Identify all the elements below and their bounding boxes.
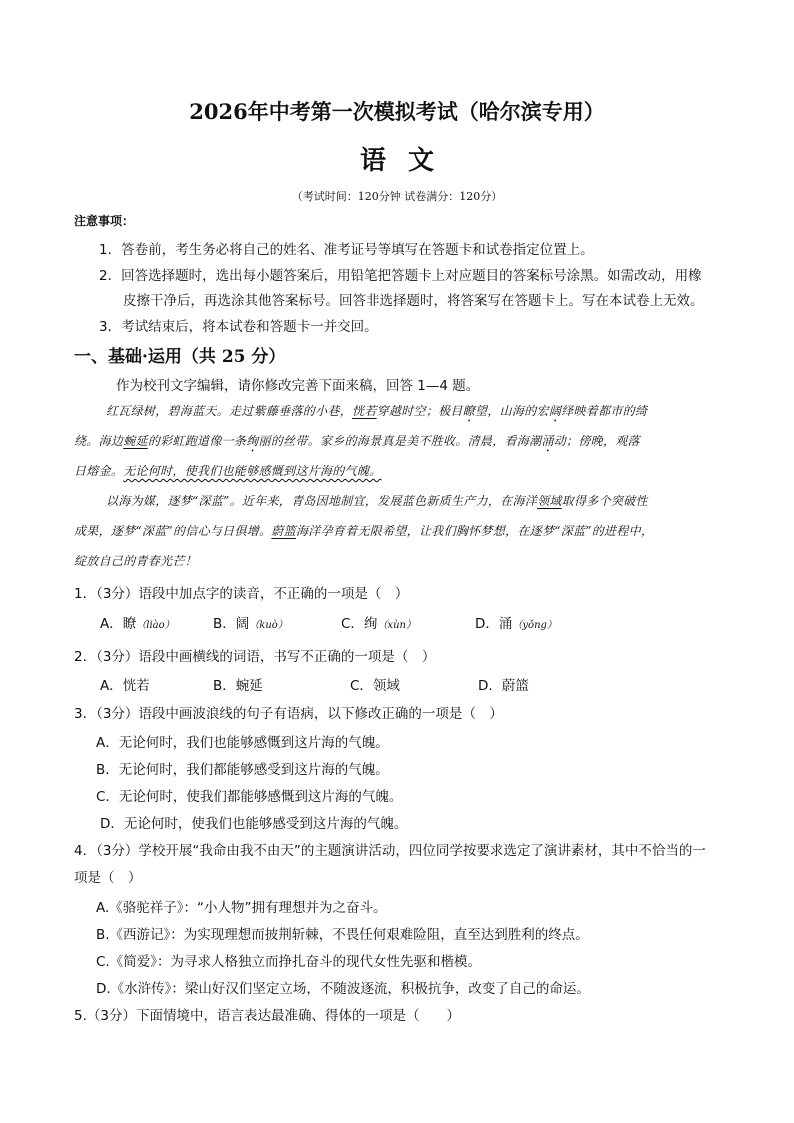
- wavy-sentence: 无论何时，使我们也能够感慨到这片海的气魄。: [123, 464, 382, 478]
- q3-option-a[interactable]: A．无论何时，我们也能够感慨到这片海的气魄。: [96, 735, 389, 751]
- q4-option-a[interactable]: A.《骆驼祥子》：“小人物”拥有理想并为之奋斗。: [96, 900, 387, 916]
- text: 望，山海的宏: [475, 404, 549, 418]
- section-heading: 一、基础·运用（共 25 分）: [74, 347, 286, 367]
- underlined-word: 恍若: [352, 404, 377, 418]
- q3-option-b[interactable]: B．无论何时，我们都能够感受到这片海的气魄。: [96, 762, 389, 778]
- q4-option-d[interactable]: D.《水浒传》：梁山好汉们坚定立场，不随波逐流，积极抗争，改变了自己的命运。: [96, 981, 590, 997]
- question-2-stem: 2．（3分）语段中画横线的词语，书写不正确的一项是（ ）: [74, 649, 436, 665]
- option-label: C．绚: [341, 616, 378, 632]
- passage-line: [74, 522, 653, 539]
- underlined-word: 蔚篮: [271, 524, 296, 538]
- q3-option-d[interactable]: D．无论何时，使我们也能够感受到这片海的气魄。: [100, 816, 408, 832]
- passage-line: [106, 492, 648, 509]
- notice-item-2: 2．回答选择题时，选出每小题答案后，用铅笔把答题卡上对应题目的答案标号涂黑。如需改动，用橡: [99, 268, 702, 284]
- notice-item-3: 3．考试结束后，将本试卷和答题卡一并交回。: [99, 319, 378, 335]
- q1-option-b[interactable]: [213, 612, 288, 632]
- question-5-stem: 5.（3分）下面情境中，语言表达最准确、得体的一项是（ ）: [74, 1008, 460, 1024]
- dotted-char: 涌: [541, 434, 554, 448]
- text: 动；傍晚，观落: [553, 434, 640, 448]
- notice-item-1: 1．答卷前，考生务必将自己的姓名、准考证号等填写在答题卡和试卷指定位置上。: [99, 242, 594, 258]
- question-4-stem-cont: 项是（ ）: [74, 870, 142, 886]
- passage-line: [74, 462, 382, 479]
- text: 取得多个突破性: [561, 494, 648, 508]
- q2-option-c[interactable]: C．领域: [350, 678, 400, 694]
- q3-option-c[interactable]: C．无论何时，使我们都能够感慨到这片海的气魄。: [96, 789, 403, 805]
- text: 以海为媒，逐梦“深蓝”。近年来，青岛因地制宜，发展蓝色新质生产力，在海洋: [106, 494, 538, 508]
- text: 的彩虹跑道像一条: [147, 434, 247, 448]
- text: 绕。海边: [74, 434, 124, 448]
- pinyin: （kuò）: [249, 620, 288, 631]
- underlined-word: 领域: [537, 494, 562, 508]
- pinyin: （yǒng）: [512, 620, 557, 631]
- text: 红瓦绿树，碧海蓝天。走过紫藤垂落的小巷，: [106, 404, 353, 418]
- passage-line: 绽放自己的青春光芒！: [74, 554, 198, 568]
- subject-title: 语文: [359, 146, 456, 176]
- q4-option-c[interactable]: C.《简爱》：为寻求人格独立而挣扎奋斗的现代女性先驱和楷模。: [96, 954, 481, 970]
- q4-option-b[interactable]: B.《西游记》：为实现理想而披荆斩棘，不畏任何艰难险阻，直至达到胜利的终点。: [96, 927, 589, 943]
- option-label: D．涌: [475, 616, 513, 632]
- question-3-stem: 3．（3分）语段中画波浪线的句子有语病，以下修改正确的一项是（ ）: [74, 706, 503, 722]
- dotted-char: 绚: [246, 434, 259, 448]
- dotted-char: 阔: [548, 404, 562, 418]
- pinyin: （liào）: [136, 620, 175, 631]
- text: 丽的丝带。家乡的海景真是美不胜收。清晨，看海潮: [258, 434, 542, 448]
- q2-option-d[interactable]: D．蔚篮: [478, 678, 529, 694]
- passage-line: [106, 402, 647, 425]
- option-label: B．阔: [213, 616, 250, 632]
- text: 绎映着都市的绮: [561, 404, 648, 418]
- q2-option-a[interactable]: A．恍若: [100, 678, 150, 694]
- dotted-char: 瞭: [462, 404, 476, 418]
- text: 海洋孕育着无限希望，让我们胸怀梦想，在逐梦“深蓝”的进程中，: [295, 524, 654, 538]
- text: 穿越时空；极目: [376, 404, 463, 418]
- underlined-word: 蜿延: [123, 434, 148, 448]
- q1-option-d[interactable]: [475, 612, 557, 632]
- q1-option-a[interactable]: [100, 612, 175, 632]
- notice-item-2-cont: 皮擦干净后，再选涂其他答案标号。回答非选择题时，将答案写在答题卡上。写在本试卷上无效。: [123, 293, 704, 309]
- q2-option-b[interactable]: B．蜿延: [213, 678, 263, 694]
- exam-info: （考试时间：120分钟 试卷满分：120分）: [291, 190, 503, 203]
- text: 日熔金。: [74, 464, 124, 478]
- question-1-stem: 1．（3分）语段中加点字的读音，不正确的一项是（ ）: [74, 586, 409, 602]
- option-label: A．瞭: [100, 616, 137, 632]
- pinyin: （xùn）: [377, 620, 416, 631]
- passage-line: [74, 432, 640, 455]
- text: 成果，逐梦“深蓝”的信心与日俱增。: [74, 524, 272, 538]
- section-intro: 作为校刊文字编辑，请你修改完善下面来稿，回答 1—4 题。: [116, 378, 480, 394]
- q1-option-c[interactable]: [341, 612, 416, 632]
- exam-title: 2026年中考第一次模拟考试（哈尔滨专用）: [189, 99, 605, 124]
- question-4-stem: 4．（3分）学校开展“我命由我不由天”的主题演讲活动，四位同学按要求选定了演讲素材，其中不恰当的一: [74, 843, 706, 859]
- notice-title: 注意事项：: [74, 214, 135, 228]
